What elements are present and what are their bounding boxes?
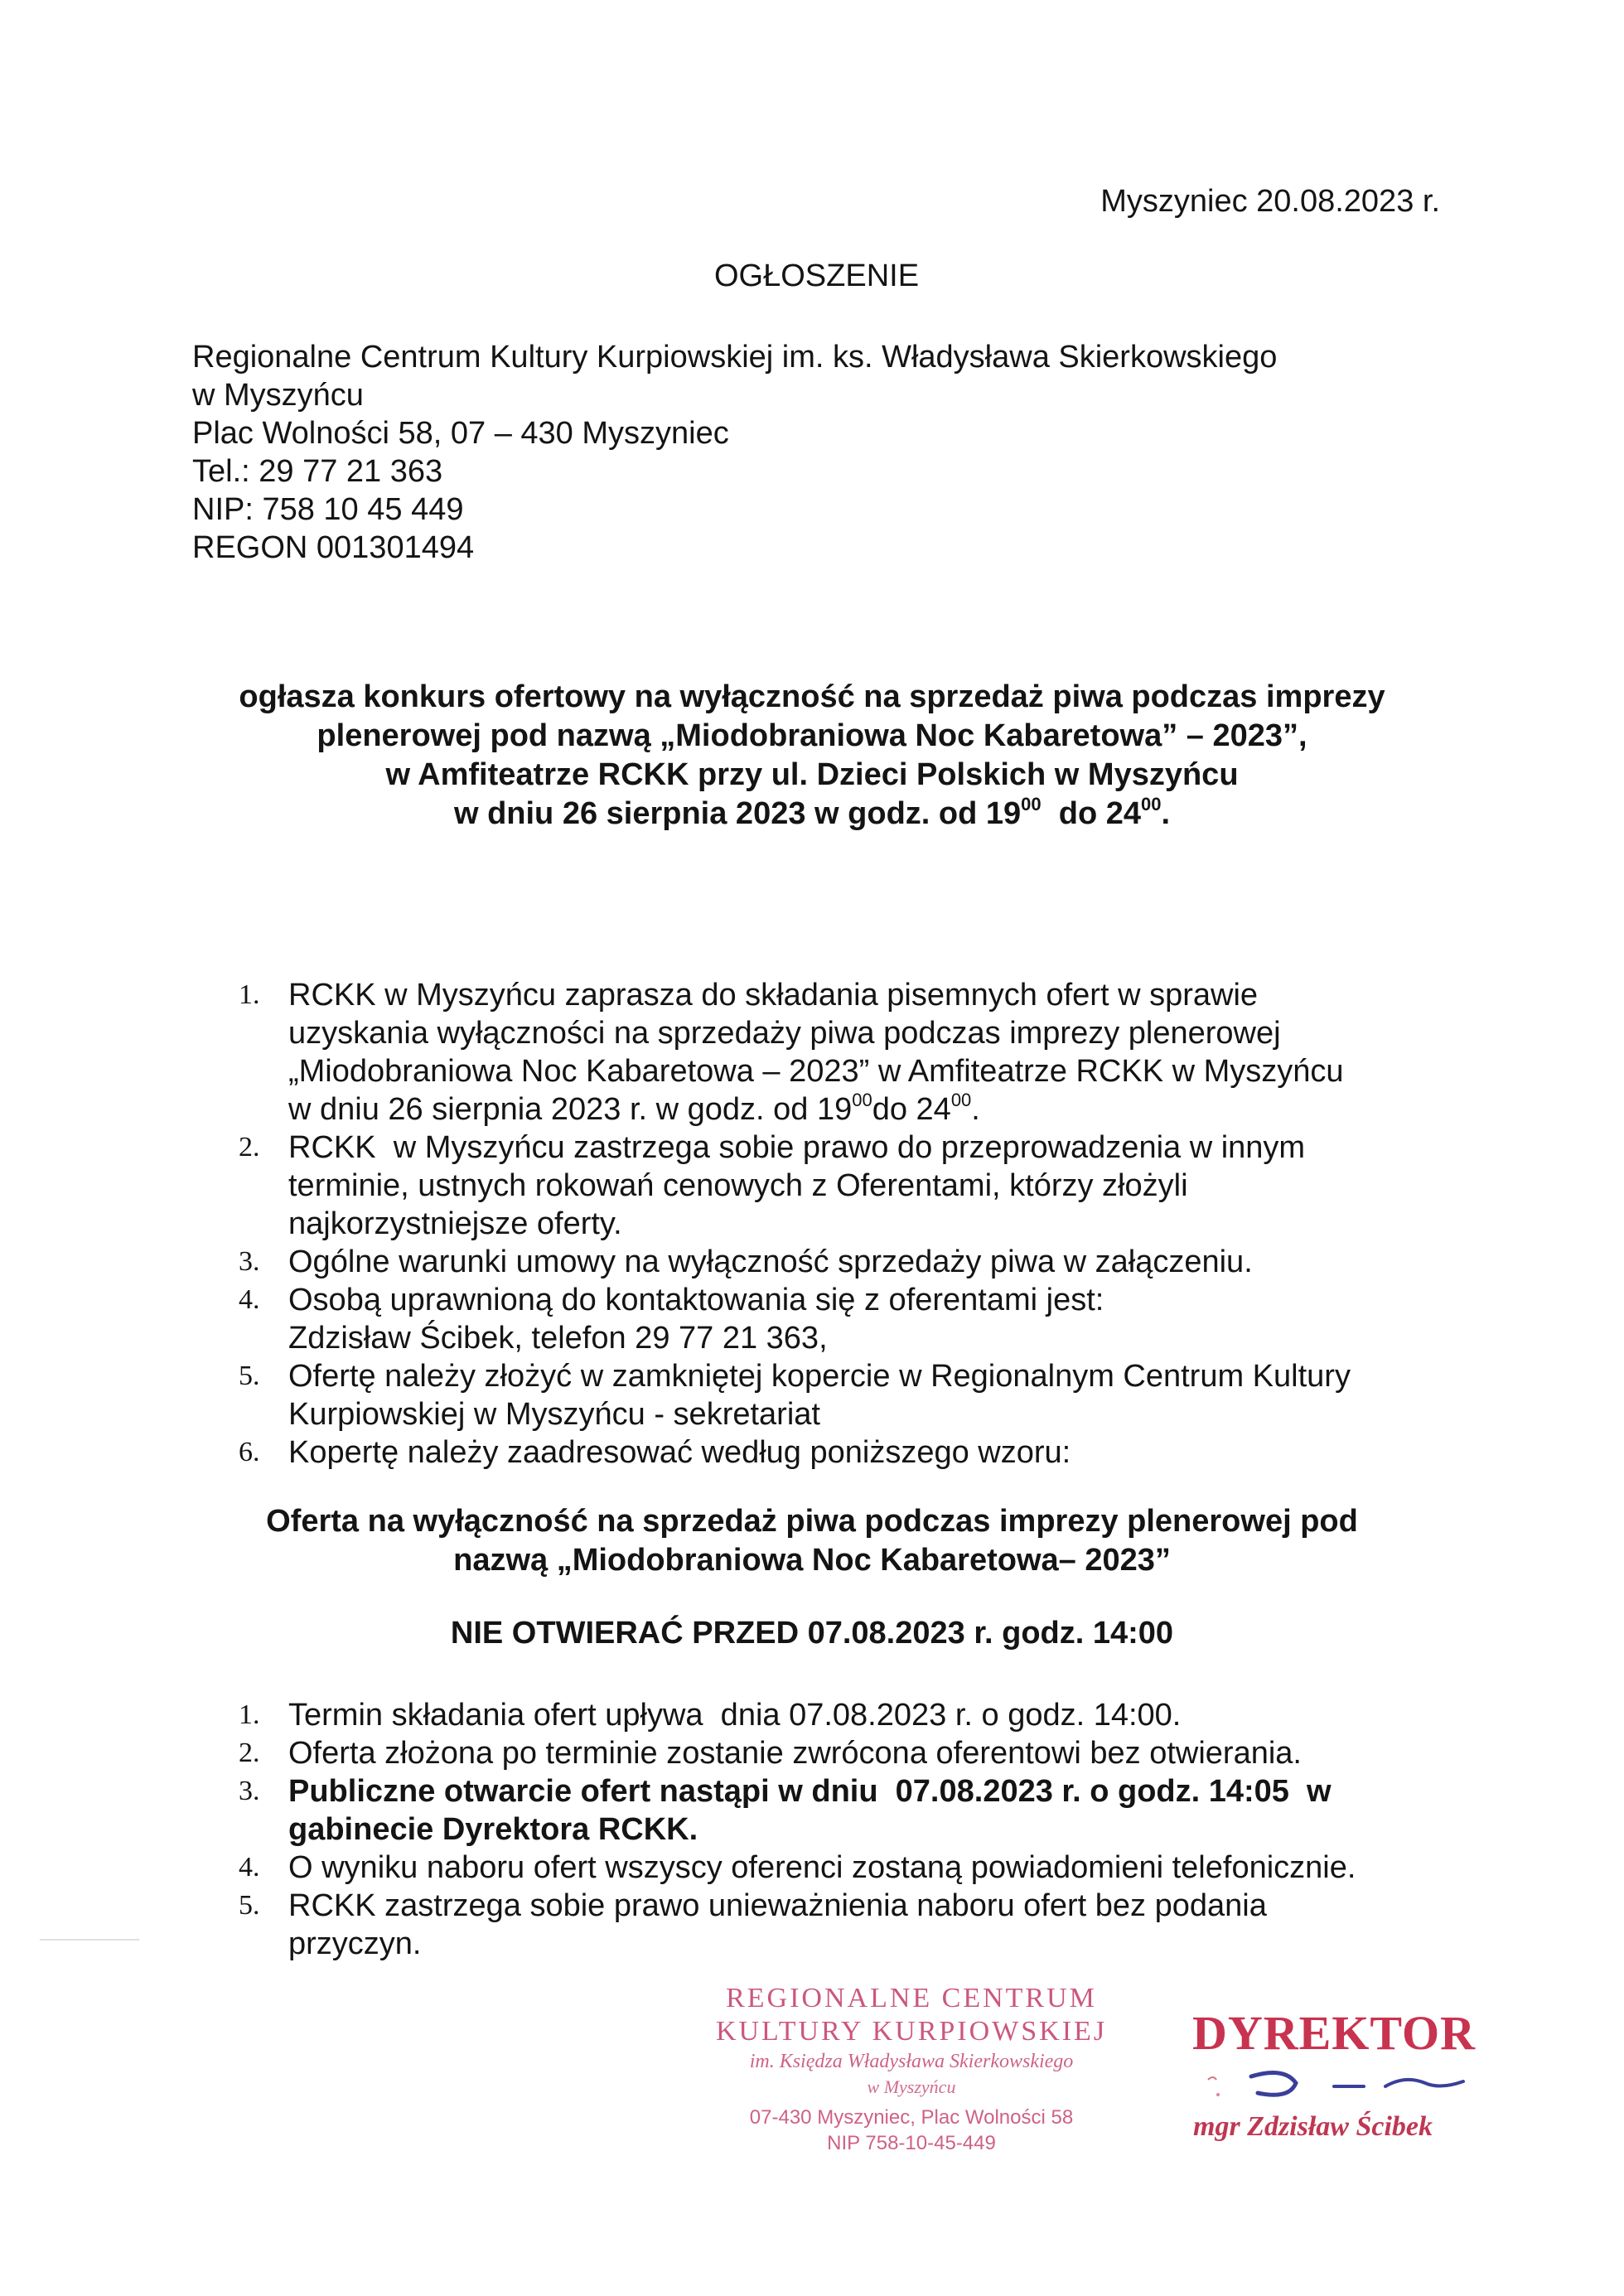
stamp-line: KULTURY KURPIOWSKIEJ bbox=[715, 2016, 1108, 2047]
intro-line-date: w dniu 26 sierpnia 2023 w godz. od $19^{00}$ do $24^{00}$. bbox=[453, 794, 1171, 831]
stamp-line: w Myszyńcu bbox=[867, 2076, 956, 2097]
list-item: 2. RCKK w Myszyńcu zastrzega sobie prawo do przeprowadzenia w innym terminie, ustnych rokowań cenowych z Oferentami, którzy złożyli najkorzystniejsze oferty. bbox=[239, 1130, 1306, 1241]
stamp-line: im. Księdza Władysława Skierkowskiego bbox=[749, 2051, 1074, 2072]
list-item: 3. Publiczne otwarcie ofert nastąpi w dniu 07.08.2023 r. o godz. 14:05 w gabinecie Dyrektora RCKK. bbox=[239, 1774, 1332, 1847]
organization-street: Plac Wolności 58, 07 – 430 Myszyniec bbox=[192, 416, 729, 451]
list-item: 4. O wyniku naboru ofert wszyscy oferenci zostaną powiadomieni telefonicznie. bbox=[239, 1850, 1356, 1885]
list-item: 5. RCKK zastrzega sobie prawo unieważnienia naboru ofert bez podania przyczyn. bbox=[239, 1888, 1267, 1961]
announcement-intro bbox=[0, 678, 1624, 834]
organization-name: Regionalne Centrum Kultury Kurpiowskiej im. ks. Władysława Skierkowskiego bbox=[192, 340, 1278, 375]
organization-address-block bbox=[192, 338, 1277, 567]
director-name: mgr Zdzisław Ścibek bbox=[1193, 2111, 1433, 2142]
organization-location: w Myszyńcu bbox=[192, 378, 364, 413]
intro-line: ogłasza konkurs ofertowy na wyłączność na sprzedaż piwa podczas imprezy bbox=[239, 679, 1385, 714]
organization-phone: Tel.: 29 77 21 363 bbox=[192, 454, 443, 489]
envelope-line: nazwą „Miodobraniowa Noc Kabaretowa– 2023” bbox=[453, 1543, 1171, 1578]
list-item: 1. RCKK w Myszyńcu zaprasza do składania pisemnych ofert w sprawie uzyskania wyłączności na sprzedaży piwa podczas imprezy plenerowej „Miodobraniowa Noc Kabaretowa – 2023” w Amfiteatrze RCKK w Myszyńcu w dniu 26 sierpnia 2023 r. w godz. od $19^{00}do$ $24^{00}$. bbox=[239, 978, 1344, 1127]
organization-nip: NIP: 758 10 45 449 bbox=[192, 492, 464, 527]
intro-line: w Amfiteatrze RCKK przy ul. Dzieci Polskich w Myszyńcu bbox=[385, 757, 1239, 792]
procedure-list bbox=[239, 1696, 1356, 1963]
do-not-open-notice: NIE OTWIERAĆ PRZED 07.08.2023 r. godz. 14:00 bbox=[450, 1616, 1174, 1651]
envelope-line: Oferta na wyłączność na sprzedaż piwa podczas imprezy plenerowej pod bbox=[266, 1504, 1358, 1539]
list-item: 2. Oferta złożona po terminie zostanie zwrócona oferentowi bez otwierania. bbox=[239, 1736, 1302, 1771]
list-item: 1. Termin składania ofert upływa dnia 07.08.2023 r. o godz. 14:00. bbox=[239, 1698, 1182, 1733]
stamp-line: NIP 758-10-45-449 bbox=[827, 2132, 996, 2154]
list-item: 5. Ofertę należy złożyć w zamkniętej kopercie w Regionalnym Centrum Kultury Kurpiowskiej w Myszyńcu - sekretariat bbox=[239, 1359, 1351, 1432]
stamp-line: REGIONALNE CENTRUM bbox=[726, 1983, 1097, 2013]
handwritten-signature bbox=[1193, 2062, 1475, 2111]
document-title: OGŁOSZENIE bbox=[714, 259, 920, 293]
intro-line: plenerowej pod nazwą „Miodobraniowa Noc Kabaretowa” – 2023”, bbox=[317, 718, 1307, 753]
conditions-list bbox=[239, 976, 1351, 1472]
director-stamp-title: DYREKTOR bbox=[1191, 2006, 1477, 2060]
envelope-label bbox=[0, 1502, 1624, 1580]
list-item: 4. Osobą uprawnioną do kontaktowania się z oferentami jest: Zdzisław Ścibek, telefon 29 77 21 363, bbox=[239, 1283, 1104, 1356]
stamp-line: 07-430 Myszyniec, Plac Wolności 58 bbox=[749, 2106, 1074, 2129]
document-date: Myszyniec 20.08.2023 r. bbox=[1100, 184, 1440, 219]
list-item: 6. Kopertę należy zaadresować według poniższego wzoru: bbox=[239, 1435, 1071, 1470]
organization-regon: REGON 001301494 bbox=[192, 530, 475, 565]
institution-stamp bbox=[696, 1982, 1127, 2156]
scan-margin-mark bbox=[40, 1939, 139, 1941]
list-item: 3. Ogólne warunki umowy na wyłączność sprzedaży piwa w załączeniu. bbox=[239, 1245, 1253, 1279]
